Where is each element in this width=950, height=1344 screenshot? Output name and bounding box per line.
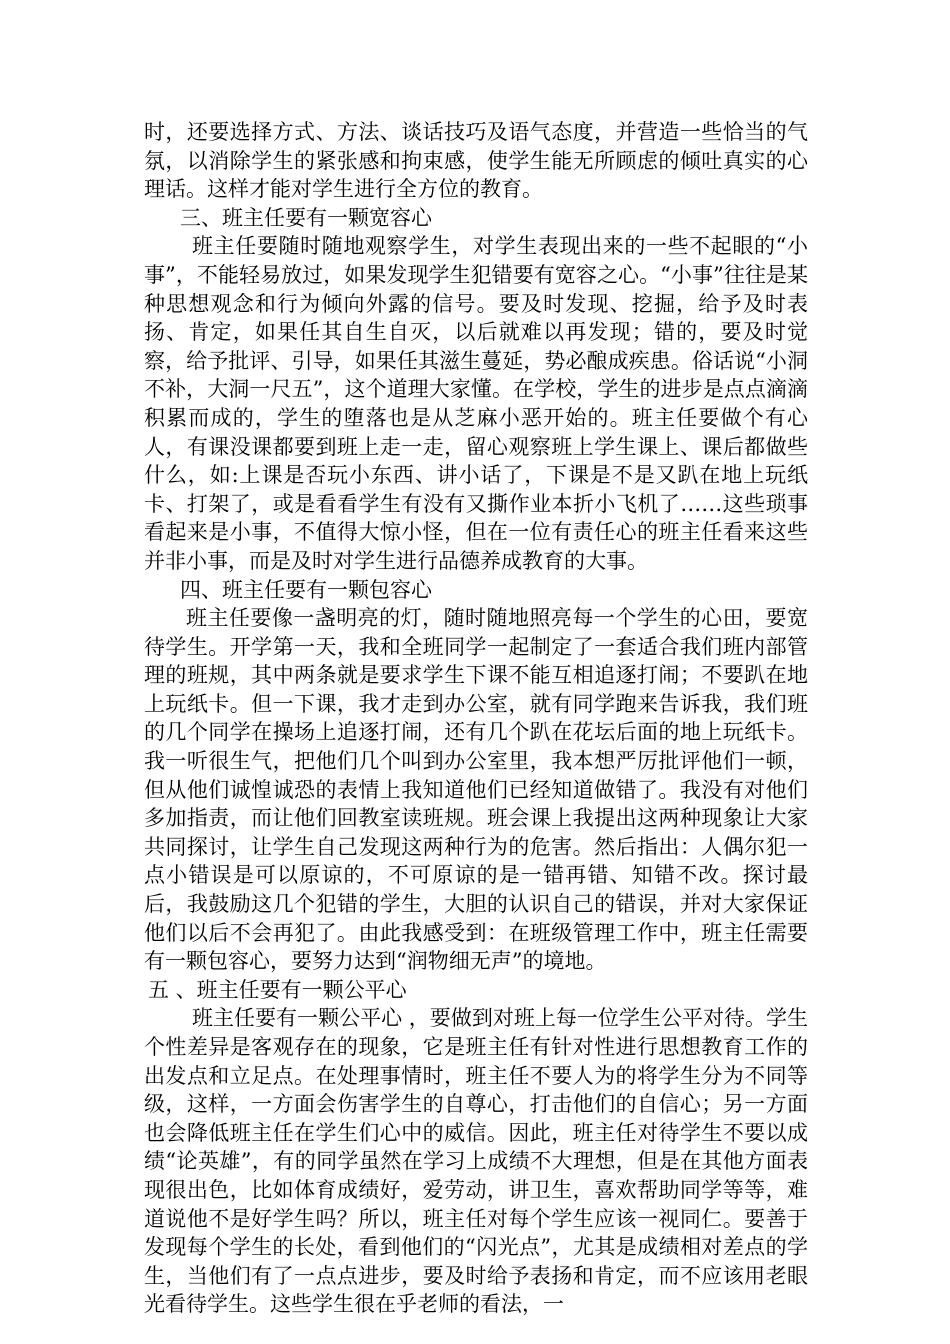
paragraph-section-3: 班主任要随时随地观察学生，对学生表现出来的一些不起眼的“小事”，不能轻易放过，如果发现学生犯错要有宽容之心。“小事”往往是某种思想观念和行为倾向外露的信号。要及时发现、挖掘，给予及时表扬、肯定，如果任其自生自灭，以后就难以再发现；错的，要及时觉察，给予批评、引导，如果任其滋生蔓延，势必酿成疾患。俗话说“小洞不补，大洞一尺五”，这个道理大家懂。在学校，学生的进步是点点滴滴积累而成的，学生的堕落也是从芝麻小恶开始的。班主任要做个有心人，有课没课都要到班上走一走，留心观察班上学生课上、课后都做些什么，如:上课是否玩小东西、讲小话了，下课是不是又趴在地上玩纸卡、打架了，或是看看学生有没有又撕作业本折小飞机了……这些琐事看起来是小事，不值得大惊小怪，但在一位有责任心的班主任看来这些并非小事，而是及时对学生进行品德养成教育的大事。 bbox=[144, 234, 808, 573]
section-heading-4: 四、班主任要有一颗包容心 bbox=[180, 577, 432, 602]
document-body bbox=[144, 118, 808, 1319]
section-heading-3: 三、班主任要有一颗宽容心 bbox=[180, 205, 432, 230]
paragraph-section-5: 班主任要有一颗公平心 ，要做到对班上每一位学生公平对待。学生个性差异是客观存在的现象，它是班主任有针对性进行思想教育工作的出发点和立足点。在处理事情时，班主任不要人为的将学生分为不同等级，这样，一方面会伤害学生的自尊心，打击他们的自信心；另一方面也会降低班主任在学生们心中的威信。因此，班主任对待学生不要以成绩“论英雄”，有的同学虽然在学习上成绩不大理想，但是在其他方面表现很出色，比如体育成绩好，爱劳动，讲卫生，喜欢帮助同学等等，难道说他不是好学生吗？所以，班主任对每个学生应该一视同仁。要善于发现每个学生的长处，看到他们的“闪光点”，尤其是成绩相对差点的学生，当他们有了一点点进步，要及时给予表扬和肯定，而不应该用老眼光看待学生。这些学生很在乎老师的看法，一 bbox=[144, 1006, 808, 1317]
paragraph-intro-continuation: 时，还要选择方式、方法、谈话技巧及语气态度，并营造一些恰当的气氛，以消除学生的紧张感和拘束感，使学生能无所顾虑的倾吐真实的心理话。这样才能对学生进行全方位的教育。 bbox=[144, 120, 808, 202]
paragraph-section-4: 班主任要像一盏明亮的灯，随时随地照亮每一个学生的心田，要宽待学生。开学第一天，我和全班同学一起制定了一套适合我们班内部管理的班规，其中两条就是要求学生下课不能互相追逐打闹；不要趴在地上玩纸卡。但一下课，我才走到办公室，就有同学跑来告诉我，我们班的几个同学在操场上追逐打闹，还有几个趴在花坛后面的地上玩纸卡。我一听很生气，把他们几个叫到办公室里，我本想严厉批评他们一顿，但从他们诚惶诚恐的表情上我知道他们已经知道做错了。我没有对他们多加指责，而让他们回教室读班规。班会课上我提出这两种现象让大家共同探讨，让学生自己发现这两种行为的危害。然后指出：人偶尔犯一点小错误是可以原谅的，不可原谅的是一错再错、知错不改。探讨最后，我鼓励这几个犯错的学生，大胆的认识自己的错误，并对大家保证他们以后不会再犯了。由此我感受到：在班级管理工作中，班主任需要有一颗包容心，要努力达到“润物细无声”的境地。 bbox=[144, 606, 808, 974]
section-heading-5: 五 、班主任要有一颗公平心 bbox=[148, 977, 407, 1002]
